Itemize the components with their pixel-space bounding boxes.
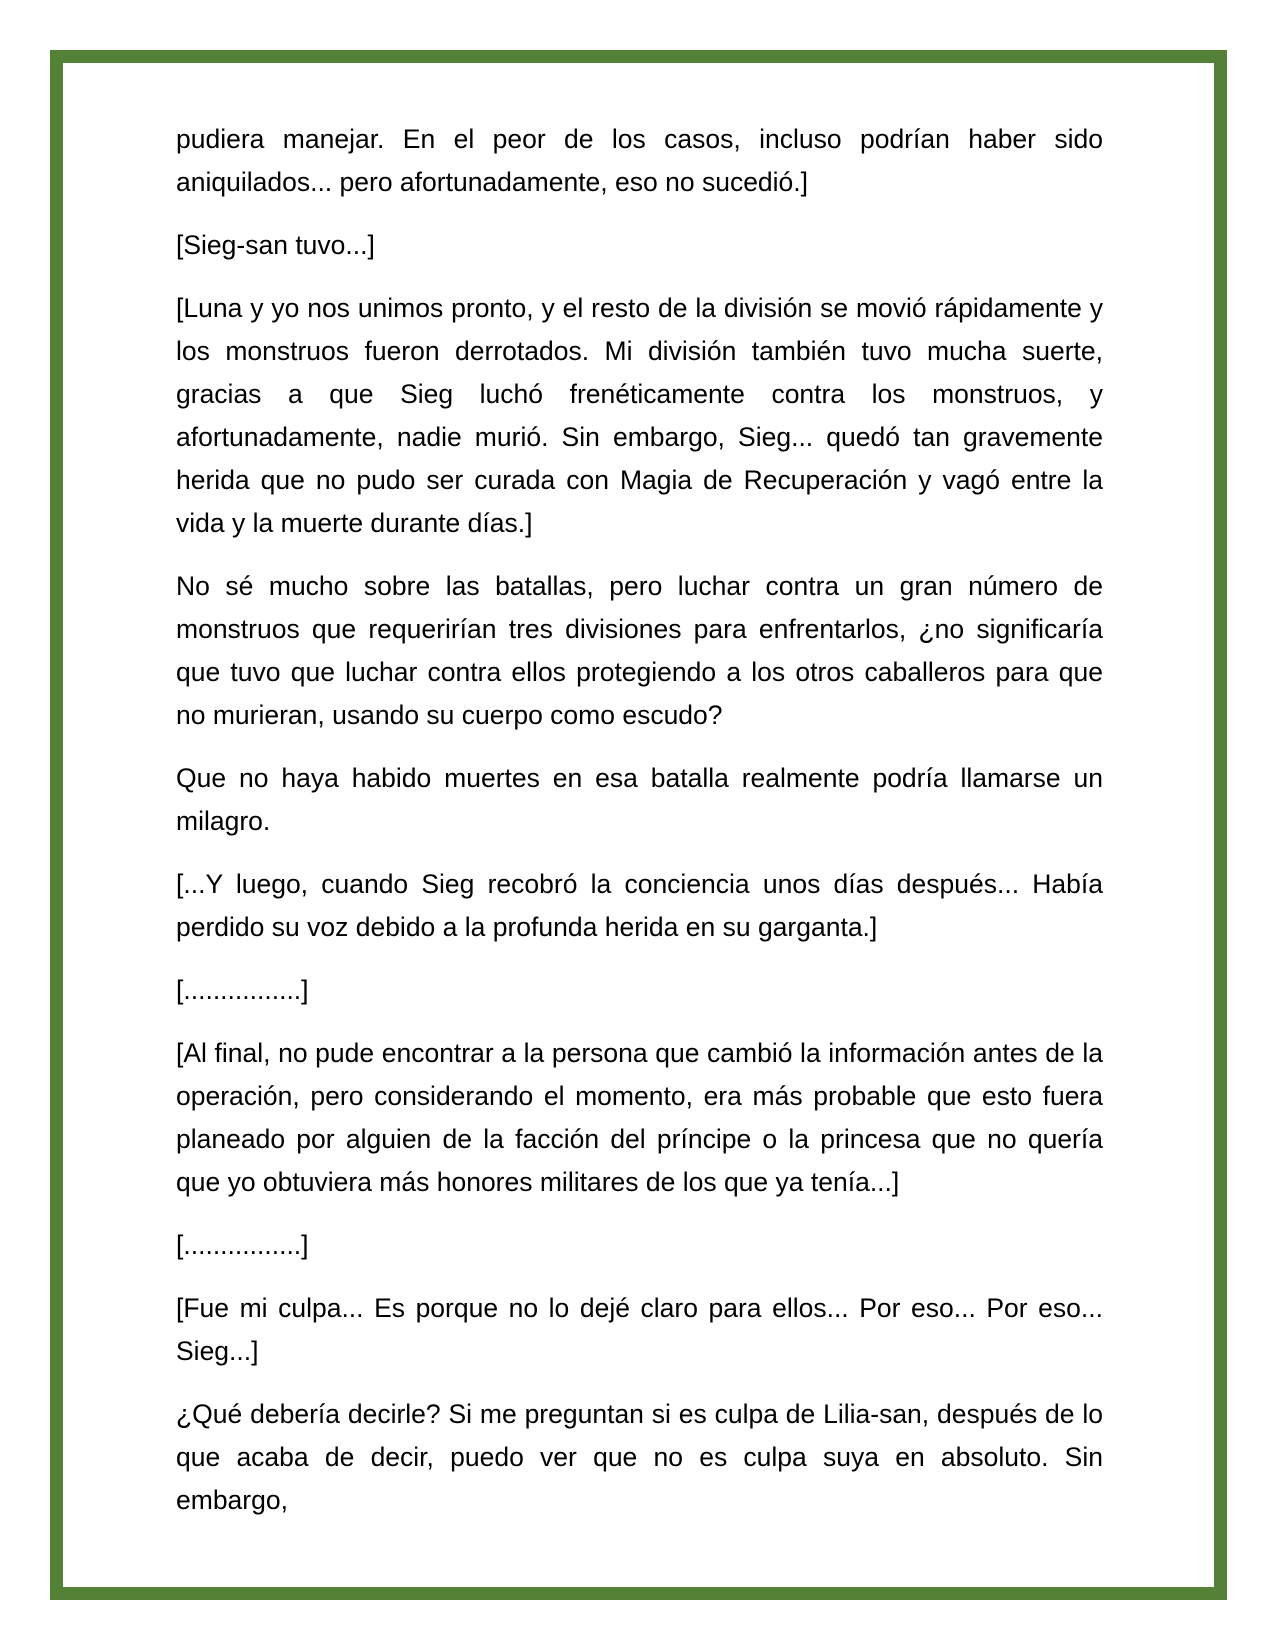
paragraph-2: [Sieg-san tuvo...]	[176, 230, 375, 260]
paragraph-8: [Al final, no pude encontrar a la persona que cambió la información antes de la operación, pero considerando el momento, era más probable que esto fuera planeado por alguien de la facción del príncipe o la princesa que no quería que yo obtuviera más honores militares de los que ya tenía...]	[176, 1038, 1103, 1197]
document-text-block	[176, 118, 1103, 1522]
paragraph-10: [Fue mi culpa... Es porque no lo dejé claro para ellos... Por eso... Por eso... Sieg...]	[176, 1293, 1103, 1366]
paragraph-9: [................]	[176, 1230, 309, 1260]
paragraph-7: [................]	[176, 975, 309, 1005]
paragraph-4: No sé mucho sobre las batallas, pero luchar contra un gran número de monstruos que requerirían tres divisiones para enfrentarlos, ¿no significaría que tuvo que luchar contra ellos protegiendo a los otros caballeros para que no murieran, usando su cuerpo como escudo?	[176, 571, 1103, 730]
paragraph-5: Que no haya habido muertes en esa batalla realmente podría llamarse un milagro.	[176, 763, 1103, 836]
paragraph-1: pudiera manejar. En el peor de los casos, incluso podrían haber sido aniquilados... pero afortunadamente, eso no sucedió.]	[176, 124, 1103, 197]
paragraph-6: [...Y luego, cuando Sieg recobró la conciencia unos días después... Había perdido su voz debido a la profunda herida en su garganta.]	[176, 869, 1103, 942]
paragraph-11: ¿Qué debería decirle? Si me preguntan si es culpa de Lilia-san, después de lo que acaba de decir, puedo ver que no es culpa suya en absoluto. Sin embargo,	[176, 1399, 1103, 1515]
paragraph-3: [Luna y yo nos unimos pronto, y el resto de la división se movió rápidamente y los monstruos fueron derrotados. Mi división también tuvo mucha suerte, gracias a que Sieg luchó frenéticamente contra los monstruos, y afortunadamente, nadie murió. Sin embargo, Sieg... quedó tan gravemente herida que no pudo ser curada con Magia de Recuperación y vagó entre la vida y la muerte durante días.]	[176, 293, 1103, 538]
